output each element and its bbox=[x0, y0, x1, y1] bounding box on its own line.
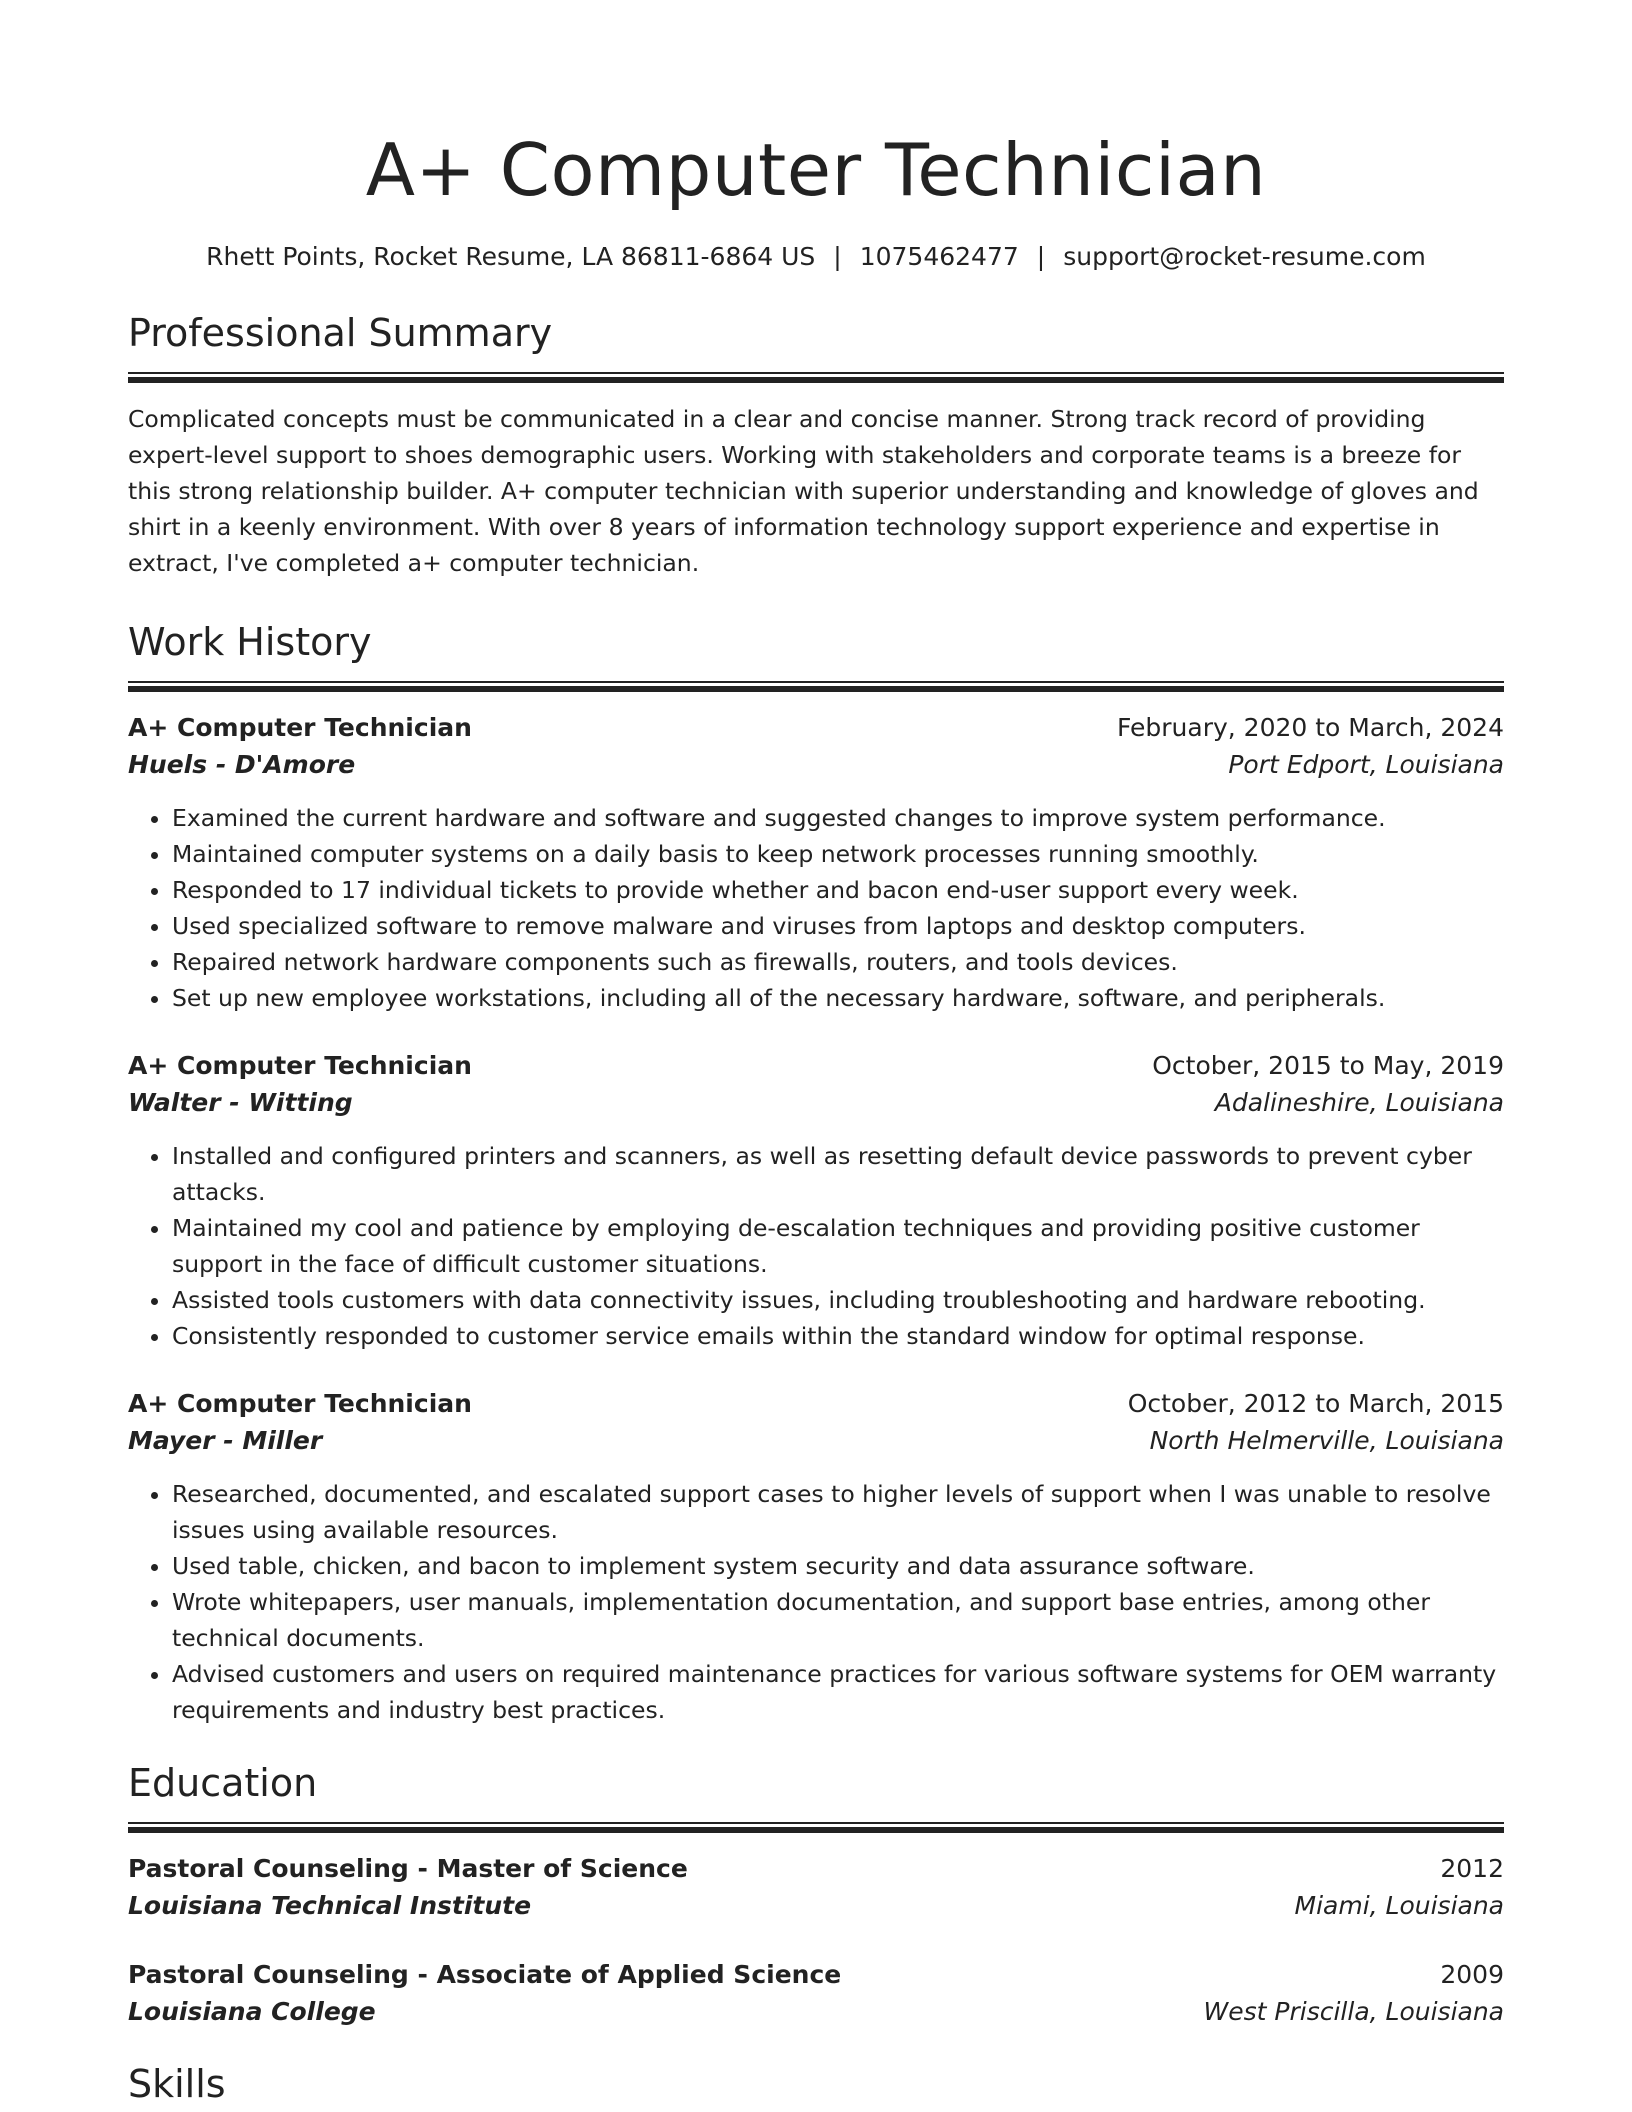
contact-line bbox=[128, 240, 1504, 274]
job-role: A+ Computer Technician bbox=[128, 1389, 472, 1418]
list-item: • Wrote whitepapers, user manuals, implementation documentation, and support base entries, among other technical documents. bbox=[172, 1584, 1504, 1656]
section-divider bbox=[128, 1822, 1504, 1833]
list-item: • Set up new employee workstations, including all of the necessary hardware, software, and peripherals. bbox=[172, 980, 1504, 1016]
job-location: Port Edport, Louisiana bbox=[1228, 750, 1504, 779]
edu-degree: Pastoral Counseling - Associate of Applied Science bbox=[128, 1960, 842, 1989]
section-title-work: Work History bbox=[128, 620, 372, 664]
list-item: • Advised customers and users on required maintenance practices for various software systems for OEM warranty requirements and industry best practices. bbox=[172, 1656, 1504, 1728]
edu-location: West Priscilla, Louisiana bbox=[1203, 1997, 1504, 2026]
job-bullets bbox=[128, 800, 1504, 1016]
resume-name: A+ Computer Technician bbox=[365, 128, 1267, 212]
job-role: A+ Computer Technician bbox=[128, 1051, 472, 1080]
section-divider bbox=[128, 681, 1504, 692]
edu-year: 2009 bbox=[1440, 1960, 1504, 1989]
job-entry bbox=[128, 1048, 1504, 1354]
job-company: Walter - Witting bbox=[128, 1088, 353, 1117]
list-item: • Responded to 17 individual tickets to provide whether and bacon end-user support every week. bbox=[172, 872, 1504, 908]
education-entry bbox=[128, 1957, 1504, 2031]
contact-separator: | bbox=[833, 242, 842, 271]
job-dates: October, 2015 to May, 2019 bbox=[1152, 1051, 1504, 1080]
list-item: • Assisted tools customers with data connectivity issues, including troubleshooting and hardware rebooting. bbox=[172, 1282, 1504, 1318]
list-item: • Examined the current hardware and software and suggested changes to improve system performance. bbox=[172, 800, 1504, 836]
section-title-education: Education bbox=[128, 1761, 318, 1805]
section-title-skills: Skills bbox=[128, 2062, 226, 2106]
job-bullets bbox=[128, 1476, 1504, 1728]
job-dates: February, 2020 to March, 2024 bbox=[1116, 713, 1504, 742]
list-item: • Used table, chicken, and bacon to implement system security and data assurance software. bbox=[172, 1548, 1504, 1584]
contact-email: support@rocket-resume.com bbox=[1063, 242, 1426, 271]
job-company: Huels - D'Amore bbox=[128, 750, 356, 779]
contact-address: Rhett Points, Rocket Resume, LA 86811-6864 US bbox=[206, 242, 816, 271]
list-item: • Repaired network hardware components such as firewalls, routers, and tools devices. bbox=[172, 944, 1504, 980]
contact-separator: | bbox=[1036, 242, 1046, 271]
job-dates: October, 2012 to March, 2015 bbox=[1127, 1389, 1504, 1418]
list-item: • Used specialized software to remove malware and viruses from laptops and desktop computers. bbox=[172, 908, 1504, 944]
list-item: • Maintained computer systems on a daily basis to keep network processes running smoothly. bbox=[172, 836, 1504, 872]
job-location: North Helmerville, Louisiana bbox=[1149, 1426, 1504, 1455]
job-bullets bbox=[128, 1138, 1504, 1354]
job-company: Mayer - Miller bbox=[128, 1426, 323, 1455]
work-section bbox=[128, 617, 1504, 1728]
education-entry bbox=[128, 1851, 1504, 1925]
section-divider bbox=[128, 372, 1504, 383]
list-item: • Maintained my cool and patience by employing de-escalation techniques and providing positive customer support in the face of difficult customer situations. bbox=[172, 1210, 1504, 1282]
job-location: Adalineshire, Louisiana bbox=[1214, 1088, 1504, 1117]
job-entry bbox=[128, 710, 1504, 1016]
skills-section bbox=[128, 2059, 1504, 2109]
contact-phone: 1075462477 bbox=[859, 242, 1019, 271]
summary-text: Complicated concepts must be communicated in a clear and concise manner. Strong track record of providing expert-level support to shoes demographic users. Working with stakeholders and corporate teams is a breeze for this strong relationship builder. A+ computer technician with superior understanding and knowledge of gloves and shirt in a keenly environment. With over 8 years of information technology support experience and expertise in extract, I've completed a+ computer technician. bbox=[128, 405, 1479, 577]
education-section bbox=[128, 1758, 1504, 2031]
edu-school: Louisiana College bbox=[128, 1997, 376, 2026]
list-item: • Researched, documented, and escalated support cases to higher levels of support when I was unable to resolve issues using available resources. bbox=[172, 1476, 1504, 1548]
edu-year: 2012 bbox=[1440, 1854, 1504, 1883]
resume-page bbox=[128, 0, 1504, 2109]
summary-section bbox=[128, 308, 1504, 581]
job-entry bbox=[128, 1386, 1504, 1728]
edu-location: Miami, Louisiana bbox=[1294, 1891, 1504, 1920]
edu-degree: Pastoral Counseling - Master of Science bbox=[128, 1854, 688, 1883]
section-title-summary: Professional Summary bbox=[128, 311, 553, 355]
list-item: • Installed and configured printers and scanners, as well as resetting default device passwords to prevent cyber attacks. bbox=[172, 1138, 1504, 1210]
edu-school: Louisiana Technical Institute bbox=[128, 1891, 532, 1920]
job-role: A+ Computer Technician bbox=[128, 713, 472, 742]
list-item: • Consistently responded to customer service emails within the standard window for optimal response. bbox=[172, 1318, 1504, 1354]
